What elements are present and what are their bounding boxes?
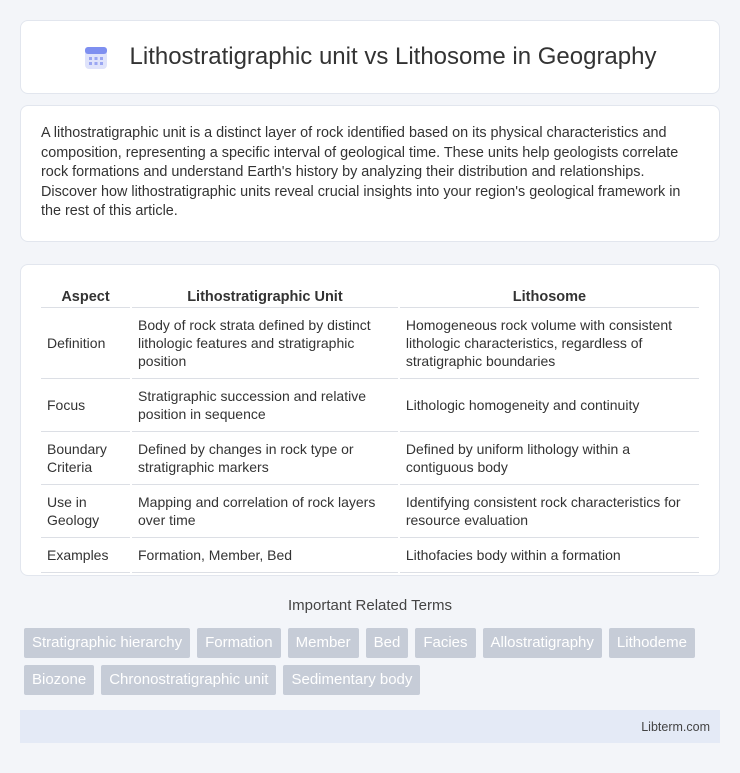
table-cell: Homogeneous rock volume with consistent lithologic characteristics, regardless of stratigraphic boundaries: [399, 308, 699, 379]
table-cell: Definition: [41, 308, 131, 379]
page-title: Lithostratigraphic unit vs Lithosome in Geography: [129, 43, 657, 70]
related-term-tag[interactable]: Member: [288, 628, 359, 658]
table-cell: Boundary Criteria: [41, 432, 131, 485]
table-row: [41, 538, 699, 573]
table-cell: Use in Geology: [41, 485, 131, 538]
intro-card: [20, 105, 720, 242]
table-cell: Mapping and correlation of rock layers over time: [131, 485, 399, 538]
column-header: Lithosome: [399, 283, 699, 308]
table-header-row: [41, 283, 699, 308]
table-cell: Examples: [41, 538, 131, 573]
column-header: Lithostratigraphic Unit: [131, 283, 399, 308]
comparison-table: [41, 283, 699, 573]
table-cell: Formation, Member, Bed: [131, 538, 399, 573]
column-header: Aspect: [41, 283, 131, 308]
related-term-tag[interactable]: Stratigraphic hierarchy: [24, 628, 190, 658]
footer-site-link[interactable]: Libterm.com: [641, 719, 710, 734]
table-cell: Body of rock strata defined by distinct lithologic features and stratigraphic position: [131, 308, 399, 379]
title-card: [20, 20, 720, 94]
related-term-tag[interactable]: Allostratigraphy: [483, 628, 602, 658]
footer: [20, 710, 720, 743]
table-cell: Stratigraphic succession and relative position in sequence: [131, 379, 399, 432]
related-term-tag[interactable]: Facies: [415, 628, 475, 658]
table-cell: Defined by changes in rock type or stratigraphic markers: [131, 432, 399, 485]
table-cell: Lithologic homogeneity and continuity: [399, 379, 699, 432]
table-row: [41, 485, 699, 538]
related-term-tag[interactable]: Biozone: [24, 665, 94, 695]
related-terms-list: [24, 628, 724, 695]
table-row: [41, 379, 699, 432]
related-terms-title: Important Related Terms: [288, 597, 452, 614]
related-term-tag[interactable]: Bed: [366, 628, 409, 658]
related-term-tag[interactable]: Chronostratigraphic unit: [101, 665, 276, 695]
table-cell: Identifying consistent rock characteristics for resource evaluation: [399, 485, 699, 538]
table-cell: Focus: [41, 379, 131, 432]
related-term-tag[interactable]: Lithodeme: [609, 628, 695, 658]
table-cell: Lithofacies body within a formation: [399, 538, 699, 573]
table-cell: Defined by uniform lithology within a contiguous body: [399, 432, 699, 485]
table-row: [41, 308, 699, 379]
table-row: [41, 432, 699, 485]
related-term-tag[interactable]: Sedimentary body: [283, 665, 420, 695]
related-term-tag[interactable]: Formation: [197, 628, 281, 658]
comparison-card: [20, 264, 720, 576]
calendar-icon: [84, 44, 108, 70]
intro-text: A lithostratigraphic unit is a distinct layer of rock identified based on its physical characteristics and composition, representing a specific interval of geological time. These units help geologists correlate rock formations and understand Earth's history by analyzing their distribution and relationships. Discover how lithostratigraphic units reveal crucial insights into your region's geological framework in the rest of this article.: [41, 125, 681, 220]
